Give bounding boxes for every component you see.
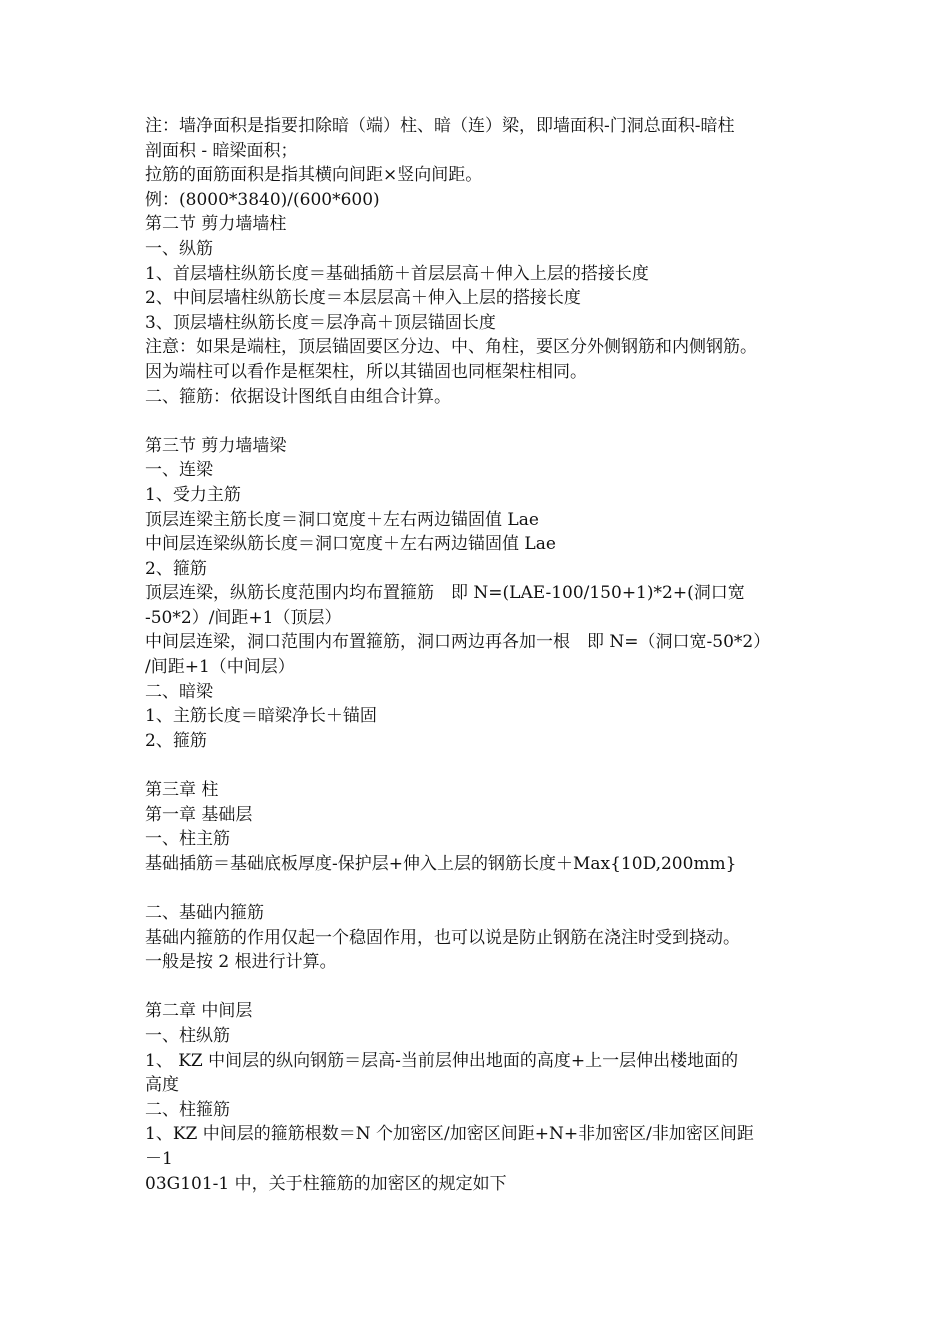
subsection-heading: 二、基础内箍筋 — [145, 903, 264, 923]
chapter-heading: 第一章 基础层 — [145, 804, 253, 825]
chapter-heading: 第三章 柱 — [145, 780, 219, 801]
text-line: 二、箍筋：依据设计图纸自由组合计算。 — [145, 386, 451, 407]
text-line: 1、受力主筋 — [145, 484, 241, 505]
text-line: －1 — [145, 1148, 173, 1169]
text-line: 拉筋的面筋面积是指其横向间距×竖向间距。 — [145, 165, 483, 186]
text-line: 顶层连梁，纵筋长度范围内均布置箍筋 即 N=(LAE-100/150+1)*2+(洞口宽 — [145, 583, 745, 604]
chapter-heading: 第二章 中间层 — [145, 1001, 253, 1022]
text-line: 高度 — [145, 1075, 179, 1096]
text-line: 中间层连梁纵筋长度＝洞口宽度＋左右两边锚固值 Lae — [145, 534, 556, 555]
subsection-heading: 一、连梁 — [145, 460, 213, 481]
section-heading: 第二节 剪力墙墙柱 — [145, 214, 287, 235]
text-line: 例：(8000*3840)/(600*600) — [145, 189, 380, 210]
document-body — [145, 114, 815, 1196]
subsection-heading: 一、柱主筋 — [145, 829, 230, 850]
subsection-heading: 一、纵筋 — [145, 238, 213, 259]
text-line: 基础内箍筋的作用仅起一个稳固作用，也可以说是防止钢筋在浇注时受到挠动。 — [145, 927, 740, 948]
text-line: 因为端柱可以看作是框架柱，所以其锚固也同框架柱相同。 — [145, 361, 587, 382]
text-line: 顶层连梁主筋长度＝洞口宽度＋左右两边锚固值 Lae — [145, 509, 539, 530]
blank-line — [145, 975, 815, 1000]
text-line: 03G101-1 中，关于柱箍筋的加密区的规定如下 — [145, 1173, 507, 1194]
text-line: -50*2）/间距+1（顶层） — [145, 607, 342, 628]
text-line: 1、首层墙柱纵筋长度＝基础插筋＋首层层高＋伸入上层的搭接长度 — [145, 263, 649, 284]
text-line: 一般是按 2 根进行计算。 — [145, 952, 337, 973]
text-line: 基础插筋＝基础底板厚度-保护层+伸入上层的钢筋长度＋Max{10D,200mm} — [145, 853, 737, 874]
text-line: 注：墙净面积是指要扣除暗（端）柱、暗（连）梁，即墙面积-门洞总面积-暗柱 — [145, 116, 735, 136]
text-line: 2、中间层墙柱纵筋长度＝本层层高＋伸入上层的搭接长度 — [145, 288, 581, 309]
text-line: 注意：如果是端柱，顶层锚固要区分边、中、角柱，要区分外侧钢筋和内侧钢筋。 — [145, 337, 757, 358]
subsection-heading: 一、柱纵筋 — [145, 1025, 230, 1046]
blank-line — [145, 409, 815, 434]
text-line: 1、主筋长度＝暗梁净长＋锚固 — [145, 706, 377, 727]
text-line: 1、KZ 中间层的箍筋根数＝N 个加密区/加密区间距+N+非加密区/非加密区间距 — [145, 1124, 754, 1145]
subsection-heading: 二、暗梁 — [145, 681, 213, 702]
text-line: 2、箍筋 — [145, 730, 207, 751]
text-line: 剖面积 - 暗梁面积； — [145, 140, 298, 161]
section-heading: 第三节 剪力墙墙梁 — [145, 435, 287, 456]
blank-line — [145, 876, 815, 901]
blank-line — [145, 753, 815, 778]
subsection-heading: 二、柱箍筋 — [145, 1099, 230, 1120]
text-line: 中间层连梁，洞口范围内布置箍筋，洞口两边再各加一根 即 N=（洞口宽-50*2） — [145, 632, 771, 653]
text-line: 2、箍筋 — [145, 558, 207, 579]
text-line: 1、 KZ 中间层的纵向钢筋＝层高-当前层伸出地面的高度+上一层伸出楼地面的 — [145, 1050, 739, 1071]
text-line: 3、顶层墙柱纵筋长度＝层净高＋顶层锚固长度 — [145, 312, 496, 333]
text-line: /间距+1（中间层） — [145, 657, 295, 678]
